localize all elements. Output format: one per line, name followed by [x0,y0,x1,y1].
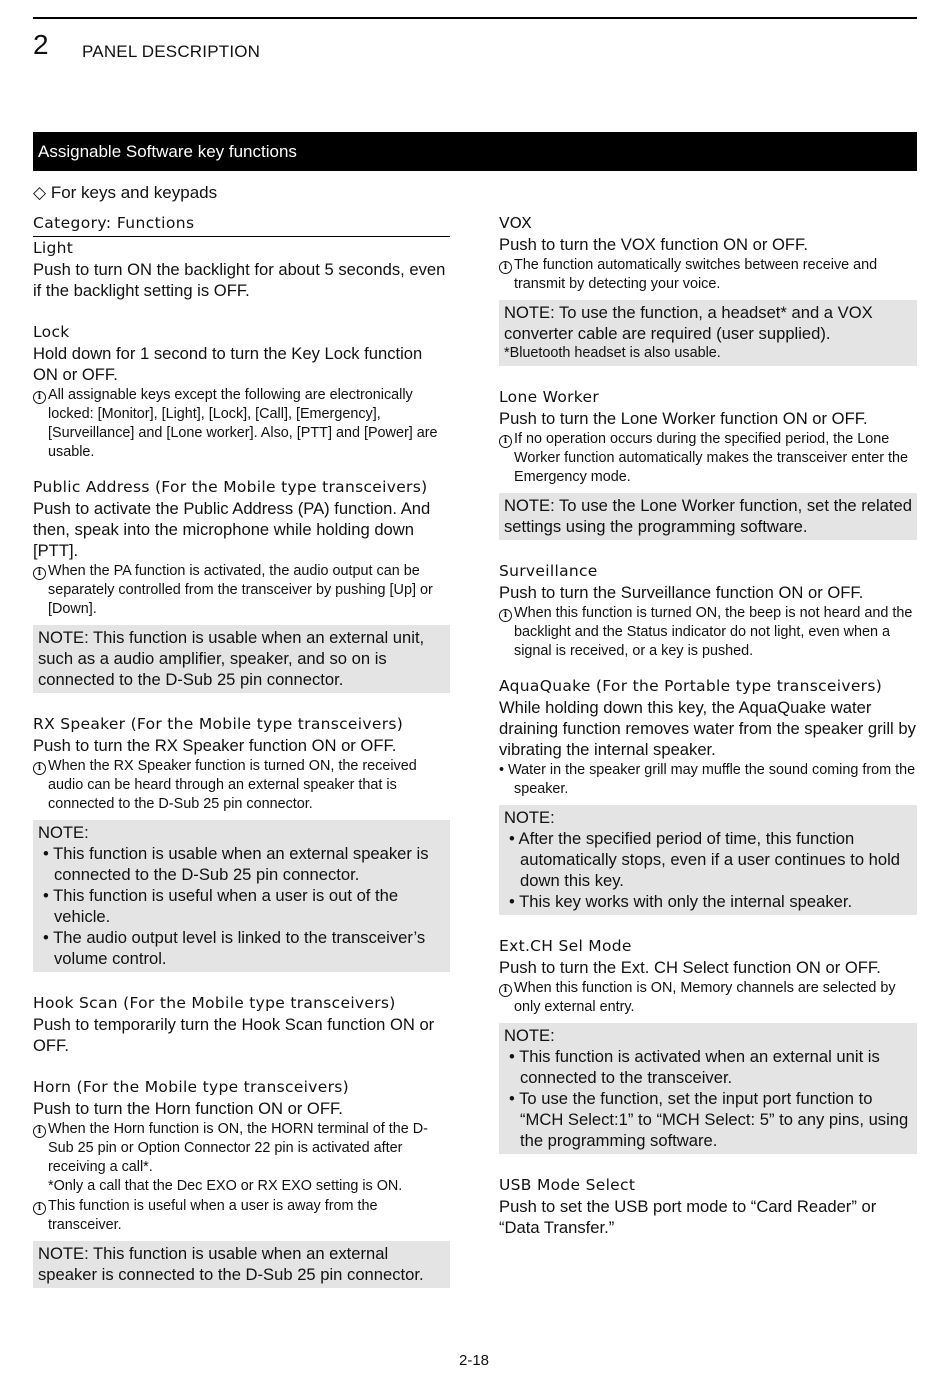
page-number: 2-18 [459,1352,490,1369]
note-box [499,1023,917,1154]
entry-title: Lone Worker [499,388,600,406]
note-bullet: • This function is activated when an external unit is connected to the transceiver. [509,1047,880,1087]
chapter-number: 2 [33,29,49,60]
info-note: i If no operation occurs during the specified period, the Lone Worker function automatically makes the transceiver enter the Emergency mode. [499,430,917,487]
entry-lone-worker [499,387,917,540]
note-subtext: *Bluetooth headset is also usable. [504,345,721,361]
info-icon: i [33,391,46,404]
note-bullet: • The audio output level is linked to the transceiver’s volume control. [43,928,426,968]
note-bullet: • After the specified period of time, this function automatically stops, even if a user continues to hold down this key. [509,829,901,890]
entry-desc: Push to turn the Ext. CH Select function ON or OFF. [499,958,881,977]
entry-desc: Hold down for 1 second to turn the Key Lock function ON or OFF. [33,344,423,384]
note-bullet: • This function is usable when an external speaker is connected to the D-Sub 25 pin connector. [43,844,429,884]
note-heading: NOTE: [504,1026,555,1045]
info-icon: i [499,984,512,997]
bullet-note: • Water in the speaker grill may muffle the sound coming from the speaker. [499,762,916,797]
entry-title: Public Address (For the Mobile type transceivers) [33,478,428,496]
note-box [33,820,450,972]
info-icon: i [499,435,512,448]
entry-vox [499,213,917,366]
info-icon: i [33,1125,46,1138]
entry-desc: Push to temporarily turn the Hook Scan function ON or OFF. [33,1015,435,1055]
entry-desc: Push to turn the VOX function ON or OFF. [499,235,808,254]
entry-title: Light [33,239,74,257]
entry-title: Hook Scan (For the Mobile type transceivers) [33,994,396,1012]
entry-desc: Push to turn the Lone Worker function ON or OFF. [499,409,868,428]
entry-hook-scan [33,993,450,1056]
entry-desc: Push to turn the RX Speaker function ON or OFF. [33,736,397,755]
info-note: i When the PA function is activated, the audio output can be separately controlled from the transceiver by pushing [Up] or [Down]. [33,562,450,619]
entry-desc: Push to turn the Horn function ON or OFF. [33,1099,343,1118]
entry-surveillance [499,561,917,661]
note-text: NOTE: To use the function, a headset* and a VOX converter cable are required (user supplied). [504,303,873,343]
entry-title: USB Mode Select [499,1176,636,1194]
note-box [499,805,917,915]
note-box [499,300,917,366]
note-box: NOTE: This function is usable when an external speaker is connected to the D-Sub 25 pin connector. [33,1241,450,1288]
info-note: i The function automatically switches between receive and transmit by detecting your voice. [499,256,917,294]
info-note: i When the Horn function is ON, the HORN terminal of the D-Sub 25 pin or Option Connector 22 pin is activated after receiving a call*. *Only a call that the Dec EXO or RX EXO setting is ON. [33,1120,450,1196]
info-icon: i [33,762,46,775]
note-heading: NOTE: [504,808,555,827]
info-note: i When this function is turned ON, the beep is not heard and the backlight and the Status indicator do not light, even when a signal is received, or a key is pushed. [499,604,917,661]
diamond-icon: ◇ [33,183,47,202]
entry-public-address [33,477,450,693]
entry-desc: Push to turn ON the backlight for about 5 seconds, even if the backlight setting is OFF. [33,260,446,300]
entry-lock [33,322,450,462]
note-heading: NOTE: [38,823,89,842]
entry-light [33,238,450,301]
note-box: NOTE: This function is usable when an external unit, such as a audio amplifier, speaker, and so on is connected to the D-Sub 25 pin connector. [33,625,450,693]
entry-title: AquaQuake (For the Portable type transceivers) [499,677,883,695]
chapter-title: PANEL DESCRIPTION [82,42,261,61]
category-label: Category: Functions [33,213,450,237]
entry-ext-ch-sel-mode [499,936,917,1154]
info-icon: i [33,1202,46,1215]
subhead [33,183,217,203]
entry-title: RX Speaker (For the Mobile type transceivers) [33,715,404,733]
entry-title: Ext.CH Sel Mode [499,937,632,955]
entry-horn [33,1077,450,1288]
info-icon: i [499,609,512,622]
entry-usb-mode-select [499,1175,917,1238]
info-icon: i [33,567,46,580]
left-column [33,213,450,1288]
entry-desc: Push to turn the Surveillance function ON or OFF. [499,583,864,602]
section-banner: Assignable Software key functions [33,132,917,171]
note-bullet: • This key works with only the internal speaker. [509,892,853,911]
note-bullet: • This function is useful when a user is out of the vehicle. [43,886,399,926]
entry-rx-speaker [33,714,450,972]
entry-title: Lock [33,323,70,341]
note-box: NOTE: To use the Lone Worker function, set the related settings using the programming software. [499,493,917,540]
info-note: i When the RX Speaker function is turned ON, the received audio can be heard through an external speaker that is connected to the D-Sub 25 pin connector. [33,757,450,814]
entry-title: Horn (For the Mobile type transceivers) [33,1078,349,1096]
info-note: i When this function is ON, Memory channels are selected by only external entry. [499,979,917,1017]
entry-desc: Push to activate the Public Address (PA) function. And then, speak into the microphone while holding down [PTT]. [33,499,431,560]
info-note: i This function is useful when a user is away from the transceiver. [33,1197,450,1235]
entry-desc: While holding down this key, the AquaQuake water draining function removes water from the speaker grill by vibrating the internal speaker. [499,698,916,759]
entry-desc: Push to set the USB port mode to “Card Reader” or “Data Transfer.” [499,1197,877,1237]
entry-title: VOX [499,214,533,232]
entry-aquaquake [499,676,917,915]
info-icon: i [499,261,512,274]
subhead-text: For keys and keypads [50,183,218,202]
right-column [499,213,917,1238]
info-note: i All assignable keys except the following are electronically locked: [Monitor], [Light], [Lock], [Call], [Emergency], [Surveillance] and [Lone worker]. Also, [PTT] and [Power] are usable. [33,386,450,462]
note-bullet: • To use the function, set the input port function to “MCH Select:1” to “MCH Select: 5” to any pins, using the programming software. [509,1089,909,1150]
top-rule [33,17,917,19]
entry-title: Surveillance [499,562,598,580]
